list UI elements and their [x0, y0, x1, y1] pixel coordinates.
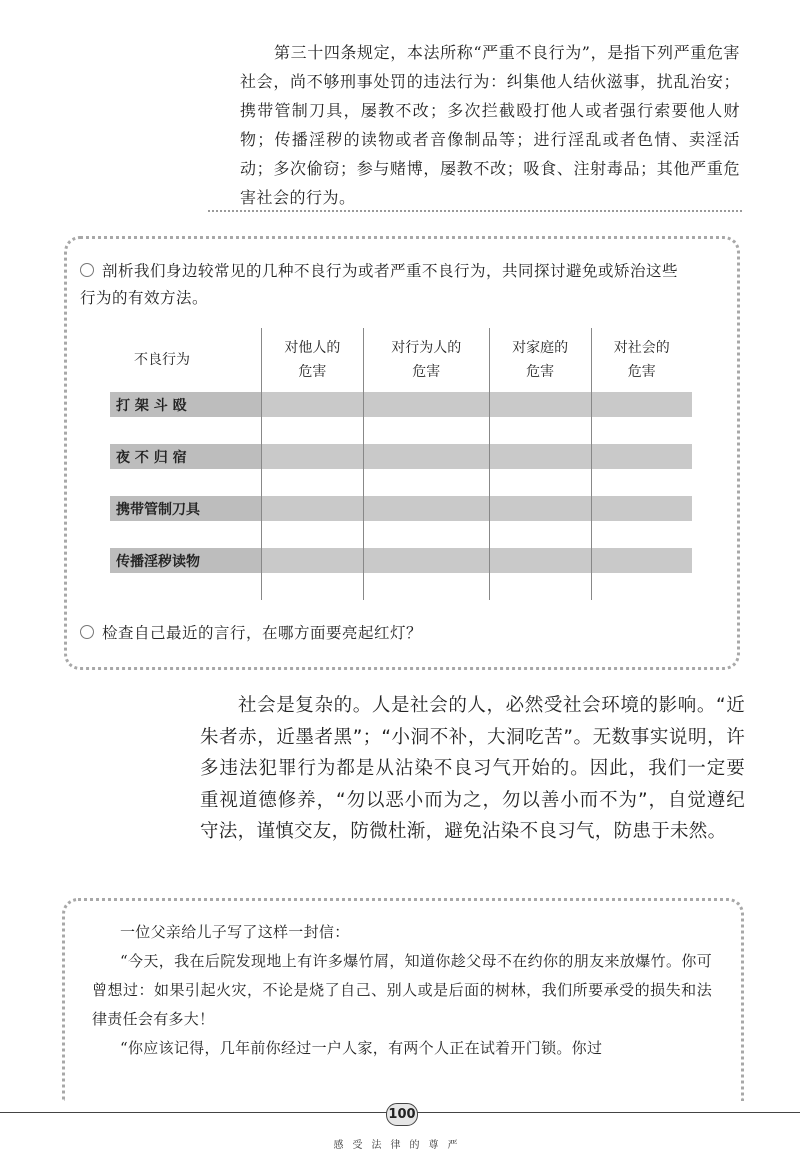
table-spacer-row — [110, 417, 692, 444]
bad-behavior-table — [110, 328, 692, 600]
table-header-cell — [363, 328, 489, 392]
main-paragraph — [200, 690, 745, 848]
table-cell — [489, 548, 591, 573]
table-row — [110, 496, 692, 521]
table-header-text: 对他人的危害 — [284, 340, 341, 380]
table-header-row — [110, 328, 692, 392]
footer-book-title: 感受法律的尊严 — [333, 1140, 467, 1151]
table-header-cell — [591, 328, 692, 392]
table-cell — [262, 496, 364, 521]
table-cell — [262, 444, 364, 469]
page-number: 100 — [386, 1103, 418, 1126]
table-cell — [489, 392, 591, 417]
law-excerpt — [240, 38, 740, 212]
law-excerpt-text: 第三十四条规定，本法所称“严重不良行为”，是指下列严重危害社会，尚不够刑事处罚的违法行为：纠集他人结伙滋事，扰乱治安；携带管制刀具，屡教不改；多次拦截殴打他人或者强行索要他人财物；传播淫秽的读物或者音像制品等；进行淫乱或者色情、卖淫活动；多次偷窃；参与赌博，屡教不改；吸食、注射毒品；其他严重危害社会的行为。 — [240, 43, 740, 207]
letter-intro: 一位父亲给儿子写了这样一封信： — [120, 923, 350, 941]
table-cell — [489, 444, 591, 469]
table-cell — [591, 496, 692, 521]
letter-text — [92, 918, 712, 1063]
table-header-text: 对行为人的危害 — [391, 340, 462, 380]
table-row — [110, 444, 692, 469]
table-row-label: 携带管制刀具 — [110, 496, 262, 521]
dotted-divider — [208, 210, 742, 212]
table-row-label: 传播淫秽读物 — [110, 548, 262, 573]
table-cell — [363, 444, 489, 469]
letter-paragraph-1: “今天，我在后院发现地上有许多爆竹屑，知道你趁父母不在约你的朋友来放爆竹。你可曾想过：如果引起火灾，不论是烧了自己、别人或是后面的树林，我们所要承受的损失和法律责任会有多大！ — [92, 952, 712, 1028]
table-row-label: 夜 不 归 宿 — [110, 444, 262, 469]
activity-prompt-1 — [80, 258, 690, 312]
table-cell — [363, 392, 489, 417]
table-cell — [363, 496, 489, 521]
circle-bullet-icon — [80, 625, 94, 639]
table-header-cell — [489, 328, 591, 392]
table-header-cell — [262, 328, 364, 392]
table-row — [110, 548, 692, 573]
table-header-text: 对家庭的危害 — [512, 340, 569, 380]
circle-bullet-icon — [80, 263, 94, 277]
table-cell — [489, 496, 591, 521]
table-spacer-row — [110, 521, 692, 548]
table-spacer-row — [110, 573, 692, 600]
activity-prompt-2-text: 检查自己最近的言行，在哪方面要亮起红灯？ — [102, 624, 423, 642]
table-spacer-row — [110, 469, 692, 496]
table-cell — [262, 548, 364, 573]
table-cell — [262, 392, 364, 417]
table-cell — [591, 444, 692, 469]
table-row-label: 打 架 斗 殴 — [110, 392, 262, 417]
table-cell — [363, 548, 489, 573]
table-cell — [591, 548, 692, 573]
table-header-cell: 不良行为 — [110, 328, 262, 392]
main-paragraph-text: 社会是复杂的。人是社会的人，必然受社会环境的影响。“近朱者赤，近墨者黑”；“小洞不补，大洞吃苦”。无数事实说明，许多违法犯罪行为都是从沾染不良习气开始的。因此，我们一定要重视道德修养，“勿以恶小而为之，勿以善小而不为”，自觉遵纪守法，谨慎交友，防微杜渐，避免沾染不良习气，防患于未然。 — [200, 695, 745, 842]
activity-prompt-2 — [80, 620, 422, 647]
table-row — [110, 392, 692, 417]
activity-prompt-1-text: 剖析我们身边较常见的几种不良行为或者严重不良行为，共同探讨避免或矫治这些行为的有效方法。 — [80, 262, 679, 307]
table-cell — [591, 392, 692, 417]
table-header-text: 对社会的危害 — [613, 340, 670, 380]
letter-paragraph-2: “你应该记得，几年前你经过一户人家，有两个人正在试着开门锁。你过 — [120, 1039, 603, 1057]
